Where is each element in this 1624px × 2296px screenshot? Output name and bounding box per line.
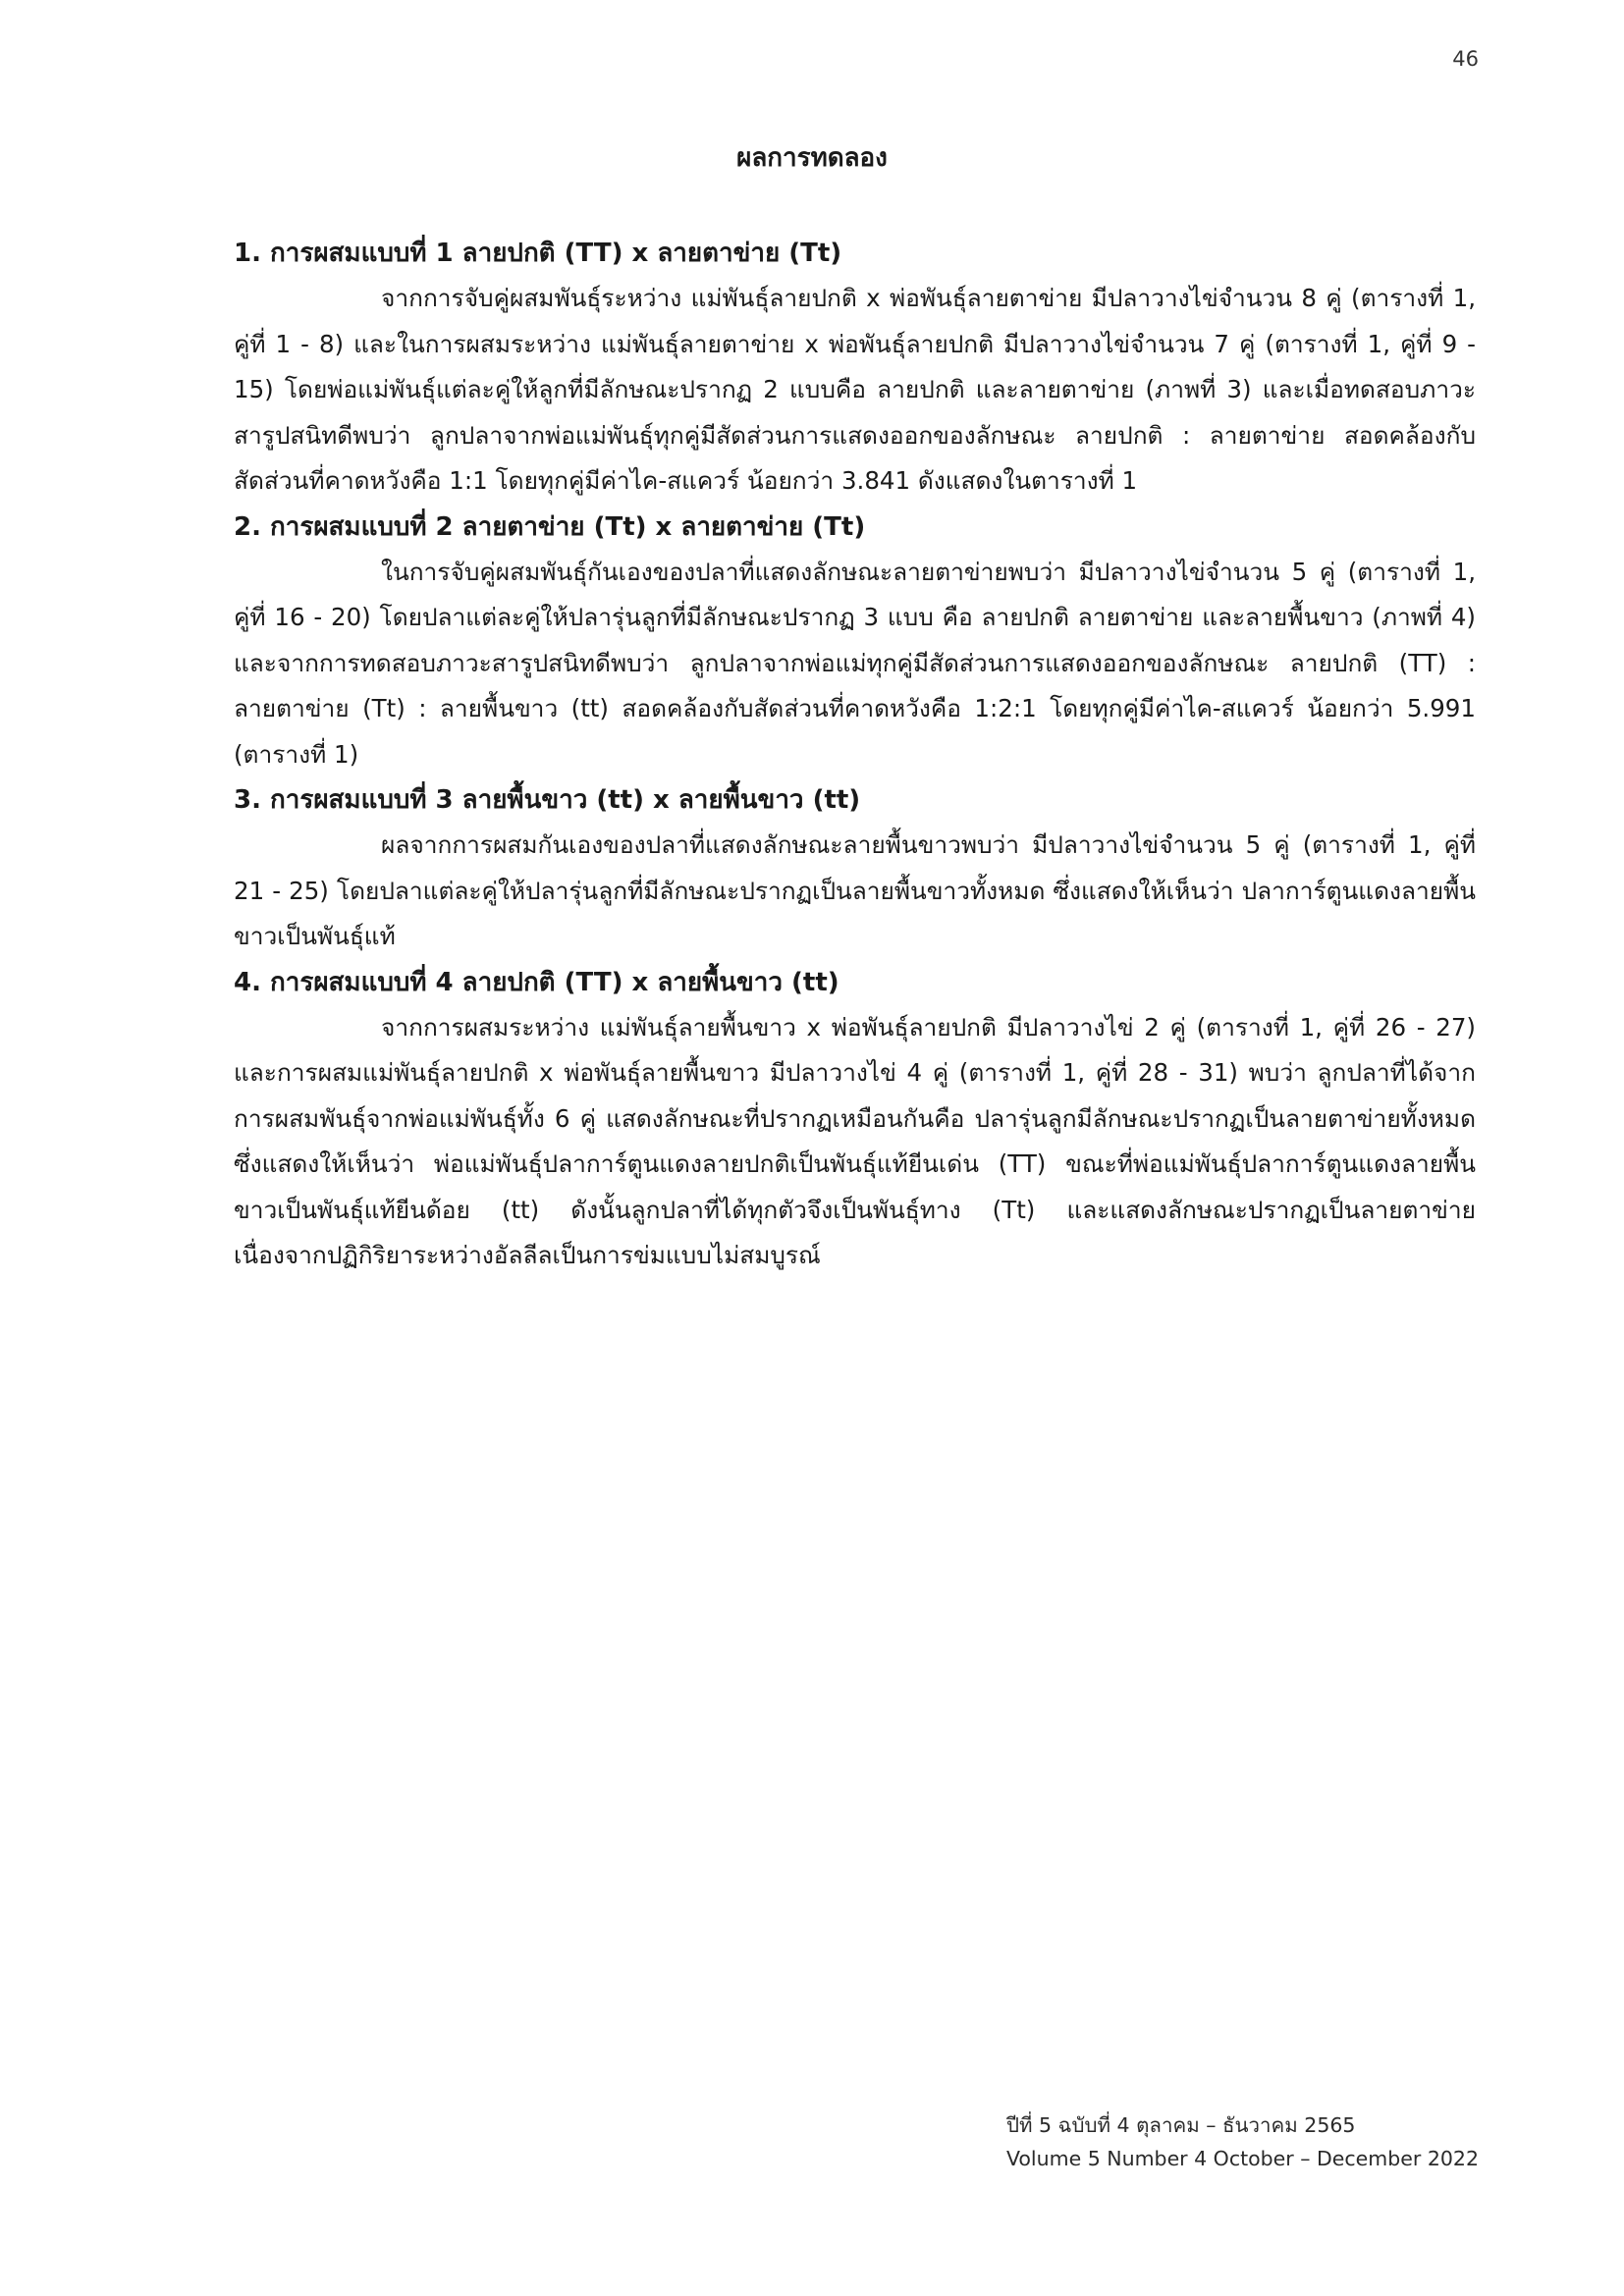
footer-issue-english: Volume 5 Number 4 October – December 2022 — [1005, 2147, 1479, 2170]
result-section-1 — [234, 231, 1476, 505]
footer-issue-thai: ปีที่ 5 ฉบับที่ 4 ตุลาคม – ธันวาคม 2565 — [1005, 2113, 1356, 2137]
section-title: 1. การผสมแบบที่ 1 ลายปกติ (TT) x ลายตาข่าย (Tt) — [234, 239, 842, 268]
section-heading-results: ผลการทดลอง — [736, 143, 888, 173]
section-paragraph: ในการจับคู่ผสมพันธุ์กันเองของปลาที่แสดงลักษณะลายตาข่ายพบว่า มีปลาวางไข่จำนวน 5 คู่ (ตารางที่ 1, คู่ที่ 16 - 20) โดยปลาแต่ละคู่ให้ปลารุ่นลูกที่มีลักษณะปรากฏ 3 แบบ คือ ลายปกติ ลายตาข่าย และลายพื้นขาว (ภาพที่ 4) และจากการทดสอบภาวะสารูปสนิทดีพบว่า ลูกปลาจากพ่อแม่ทุกคู่มีสัดส่วนการแสดงออกของลักษณะ ลายปกติ (TT) : ลายตาข่าย (Tt) : ลายพื้นขาว (tt) สอดคล้องกับสัดส่วนที่คาดหวังคือ 1:2:1 โดยทุกคู่มีค่าไค-สแควร์ น้อยกว่า 5.991 (ตารางที่ 1) — [234, 557, 1476, 769]
section-title: 4. การผสมแบบที่ 4 ลายปกติ (TT) x ลายพื้นขาว (tt) — [234, 967, 839, 997]
result-section-3 — [234, 777, 1476, 960]
page-number: 46 — [1452, 47, 1479, 71]
results-content — [234, 231, 1476, 1279]
section-paragraph: จากการผสมระหว่าง แม่พันธุ์ลายพื้นขาว x พ่อพันธุ์ลายปกติ มีปลาวางไข่ 2 คู่ (ตารางที่ 1, คู่ที่ 26 - 27) และการผสมแม่พันธุ์ลายปกติ x พ่อพันธุ์ลายพื้นขาว มีปลาวางไข่ 4 คู่ (ตารางที่ 1, คู่ที่ 28 - 31) พบว่า ลูกปลาที่ได้จากการผสมพันธุ์จากพ่อแม่พันธุ์ทั้ง 6 คู่ แสดงลักษณะที่ปรากฏเหมือนกันคือ ปลารุ่นลูกมีลักษณะปรากฏเป็นลายตาข่ายทั้งหมด ซึ่งแสดงให้เห็นว่า พ่อแม่พันธุ์ปลาการ์ตูนแดงลายปกติเป็นพันธุ์แท้ยีนเด่น (TT) ขณะที่พ่อแม่พันธุ์ปลาการ์ตูนแดงลายพื้นขาวเป็นพันธุ์แท้ยีนด้อย (tt) ดังนั้นลูกปลาที่ได้ทุกตัวจึงเป็นพันธุ์ทาง (Tt) และแสดงลักษณะปรากฏเป็นลายตาข่าย เนื่องจากปฏิกิริยาระหว่างอัลลีลเป็นการข่มแบบไม่สมบูรณ์ — [234, 1012, 1476, 1269]
section-title: 3. การผสมแบบที่ 3 ลายพื้นขาว (tt) x ลายพื้นขาว (tt) — [234, 785, 861, 815]
section-title: 2. การผสมแบบที่ 2 ลายตาข่าย (Tt) x ลายตาข่าย (Tt) — [234, 511, 866, 542]
section-paragraph: จากการจับคู่ผสมพันธุ์ระหว่าง แม่พันธุ์ลายปกติ x พ่อพันธุ์ลายตาข่าย มีปลาวางไข่จำนวน 8 คู่ (ตารางที่ 1, คู่ที่ 1 - 8) และในการผสมระหว่าง แม่พันธุ์ลายตาข่าย x พ่อพันธุ์ลายปกติ มีปลาวางไข่จำนวน 7 คู่ (ตารางที่ 1, คู่ที่ 9 - 15) โดยพ่อแม่พันธุ์แต่ละคู่ให้ลูกที่มีลักษณะปรากฏ 2 แบบคือ ลายปกติ และลายตาข่าย (ภาพที่ 3) และเมื่อทดสอบภาวะสารูปสนิทดีพบว่า ลูกปลาจากพ่อแม่พันธุ์ทุกคู่มีสัดส่วนการแสดงออกของลักษณะ ลายปกติ : ลายตาข่าย สอดคล้องกับสัดส่วนที่คาดหวังคือ 1:1 โดยทุกคู่มีค่าไค-สแควร์ น้อยกว่า 3.841 ดังแสดงในตารางที่ 1 — [234, 284, 1476, 495]
journal-footer — [1006, 2109, 1479, 2175]
section-paragraph: ผลจากการผสมกันเองของปลาที่แสดงลักษณะลายพื้นขาวพบว่า มีปลาวางไข่จำนวน 5 คู่ (ตารางที่ 1, คู่ที่ 21 - 25) โดยปลาแต่ละคู่ให้ปลารุ่นลูกที่มีลักษณะปรากฏเป็นลายพื้นขาวทั้งหมด ซึ่งแสดงให้เห็นว่า ปลาการ์ตูนแดงลายพื้นขาวเป็นพันธุ์แท้ — [234, 830, 1476, 950]
result-section-2 — [234, 505, 1476, 778]
result-section-4 — [234, 960, 1476, 1279]
